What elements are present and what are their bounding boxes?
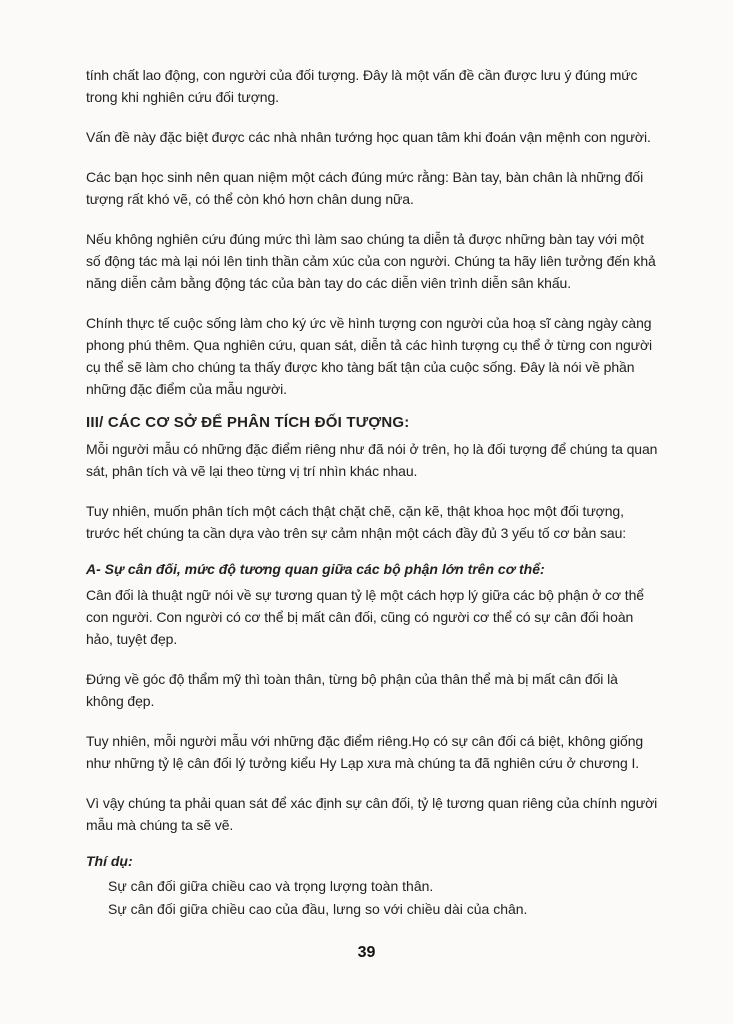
- paragraph: Vấn đề này đặc biệt được các nhà nhân tướng học quan tâm khi đoán vận mệnh con người.: [86, 129, 651, 145]
- paragraph: Tuy nhiên, mỗi người mẫu với những đặc điểm riêng.Họ có sự cân đối cá biệt, không giống như những tỷ lệ cân đối lý tưởng kiểu Hy Lạp xưa mà chúng ta đã nghiên cứu ở chương I.: [86, 733, 644, 771]
- section-heading: III/ CÁC CƠ SỞ ĐỂ PHÂN TÍCH ĐỐI TƯỢNG:: [86, 414, 410, 431]
- paragraph: tính chất lao động, con người của đối tượng. Đây là một vấn đề cần được lưu ý đúng mức trong khi nghiên cứu đối tượng.: [86, 67, 638, 105]
- example-label: Thí dụ:: [86, 853, 133, 869]
- paragraph: Nếu không nghiên cứu đúng mức thì làm sao chúng ta diễn tả được những bàn tay với một số động tác mà lại nói lên tinh thần cảm xúc của con người. Chúng ta hãy liên tưởng đến khả năng diễn cảm bằng động tác của bàn tay do các diễn viên trình diễn sân khấu.: [86, 231, 656, 291]
- paragraph: Chính thực tế cuộc sống làm cho ký ức về hình tượng con người của hoạ sĩ càng ngày càng phong phú thêm. Qua nghiên cứu, quan sát, diễn tả các hình tượng cụ thể ở từng con người cụ thể sẽ làm cho chúng ta thấy được kho tàng bất tận của cuộc sống. Đây là nói về phần những đặc điểm của mẫu người.: [86, 315, 653, 397]
- subsection-heading: A- Sự cân đối, mức độ tương quan giữa các bộ phận lớn trên cơ thể:: [86, 561, 545, 577]
- paragraph: Đứng về góc độ thẩm mỹ thì toàn thân, từng bộ phận của thân thể mà bị mất cân đối là không đẹp.: [86, 671, 618, 709]
- page-content: [86, 64, 658, 921]
- example-item: Sự cân đối giữa chiều cao của đầu, lưng so với chiều dài của chân.: [108, 901, 528, 917]
- paragraph: Cân đối là thuật ngữ nói về sự tương quan tỷ lệ một cách hợp lý giữa các bộ phận ở cơ thể con người. Con người có cơ thể bị mất cân đối, cũng có người cơ thể có sự cân đối hoàn hảo, tuyệt đẹp.: [86, 587, 644, 647]
- paragraph: Vì vậy chúng ta phải quan sát để xác định sự cân đối, tỷ lệ tương quan riêng của chính người mẫu mà chúng ta sẽ vẽ.: [86, 795, 658, 833]
- paragraph: Mỗi người mẫu có những đặc điểm riêng như đã nói ở trên, họ là đối tượng để chúng ta quan sát, phân tích và vẽ lại theo từng vị trí nhìn khác nhau.: [86, 441, 658, 479]
- paragraph: Tuy nhiên, muốn phân tích một cách thật chặt chẽ, cặn kẽ, thật khoa học một đối tượng, trước hết chúng ta cần dựa vào trên sự cảm nhận một cách đầy đủ 3 yếu tố cơ bản sau:: [86, 503, 627, 541]
- paragraph: Các bạn học sinh nên quan niệm một cách đúng mức rằng: Bàn tay, bàn chân là những đối tượng rất khó vẽ, có thể còn khó hơn chân dung nữa.: [86, 169, 644, 207]
- example-item: Sự cân đối giữa chiều cao và trọng lượng toàn thân.: [108, 878, 434, 894]
- page-number: 39: [357, 944, 376, 961]
